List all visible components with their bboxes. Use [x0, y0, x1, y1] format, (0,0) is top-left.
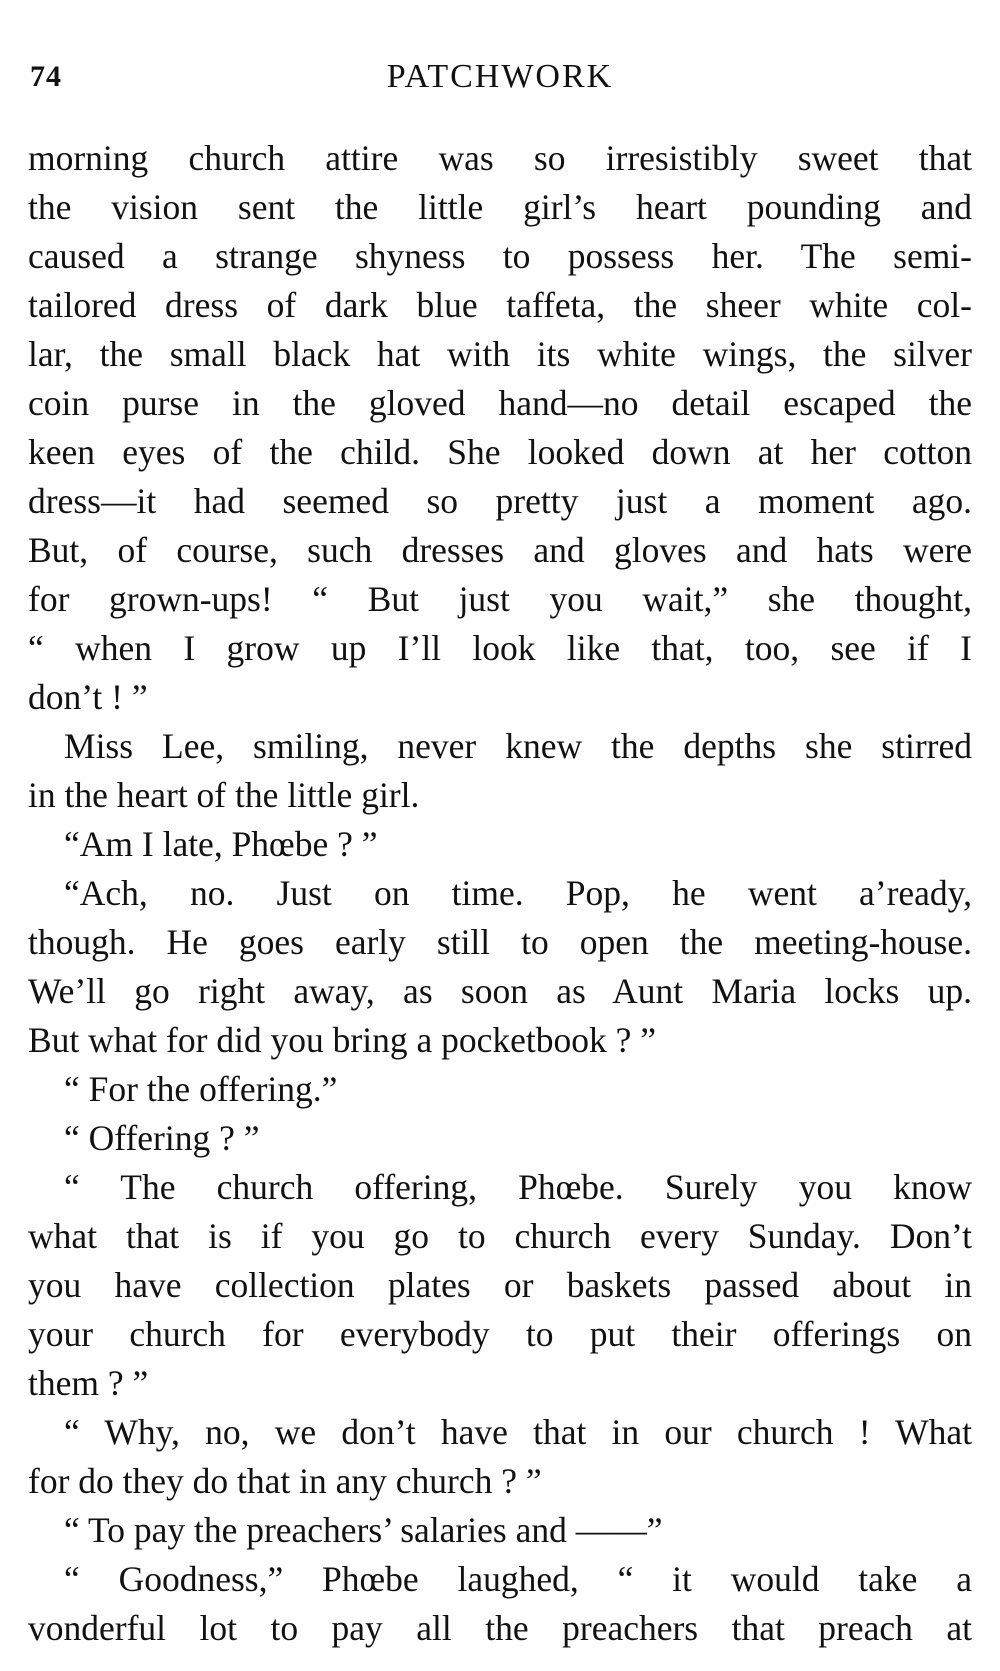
text-line: “Am I late, Phœbe ? ” — [64, 824, 378, 864]
text-line: “Ach, no. Just on time. Pop, he went a’ready, — [64, 873, 972, 913]
text-line: But, of course, such dresses and gloves and hats were — [28, 530, 972, 570]
text-line: “ Why, no, we don’t have that in our church ! What — [64, 1412, 972, 1452]
page-number: 74 — [30, 60, 62, 93]
text-line: Miss Lee, smiling, never knew the depths she stirred — [64, 726, 972, 766]
running-head: PATCHWORK — [386, 58, 614, 95]
text-line: morning church attire was so irresistibly sweet that — [28, 138, 972, 178]
text-line: the vision sent the little girl’s heart pounding and — [28, 187, 972, 227]
text-line: your church for everybody to put their offerings on — [28, 1314, 972, 1354]
text-line: “ To pay the preachers’ salaries and ——” — [64, 1510, 663, 1550]
text-line: caused a strange shyness to possess her. The semi- — [28, 236, 972, 276]
text-line: for grown-ups! “ But just you wait,” she thought, — [28, 579, 972, 619]
text-line: “ For the offering.” — [64, 1069, 338, 1109]
text-line: We’ll go right away, as soon as Aunt Maria locks up. — [28, 971, 972, 1011]
text-line: “ when I grow up I’ll look like that, too, see if I — [28, 628, 972, 668]
text-line: But what for did you bring a pocketbook ? ” — [28, 1020, 657, 1060]
text-line: “ Offering ? ” — [64, 1118, 260, 1158]
text-line: don’t ! ” — [28, 677, 148, 717]
text-line: for do they do that in any church ? ” — [28, 1461, 542, 1501]
text-line: coin purse in the gloved hand—no detail escaped the — [28, 383, 972, 423]
text-line: them ? ” — [28, 1363, 149, 1403]
text-line: “ Goodness,” Phœbe laughed, “ it would take a — [64, 1559, 972, 1599]
text-line: though. He goes early still to open the meeting-house. — [28, 922, 972, 962]
text-line: in the heart of the little girl. — [28, 775, 420, 815]
text-line: you have collection plates or baskets passed about in — [28, 1265, 972, 1305]
text-line: tailored dress of dark blue taffeta, the sheer white col- — [28, 285, 972, 325]
body-text — [28, 134, 972, 1653]
page-header — [28, 58, 972, 108]
text-line: vonderful lot to pay all the preachers that preach at — [28, 1608, 972, 1648]
text-line: what that is if you go to church every Sunday. Don’t — [28, 1216, 972, 1256]
text-line: “ The church offering, Phœbe. Surely you know — [64, 1167, 972, 1207]
text-line: keen eyes of the child. She looked down at her cotton — [28, 432, 972, 472]
text-line: lar, the small black hat with its white wings, the silver — [28, 334, 972, 374]
text-line: dress—it had seemed so pretty just a moment ago. — [28, 481, 972, 521]
